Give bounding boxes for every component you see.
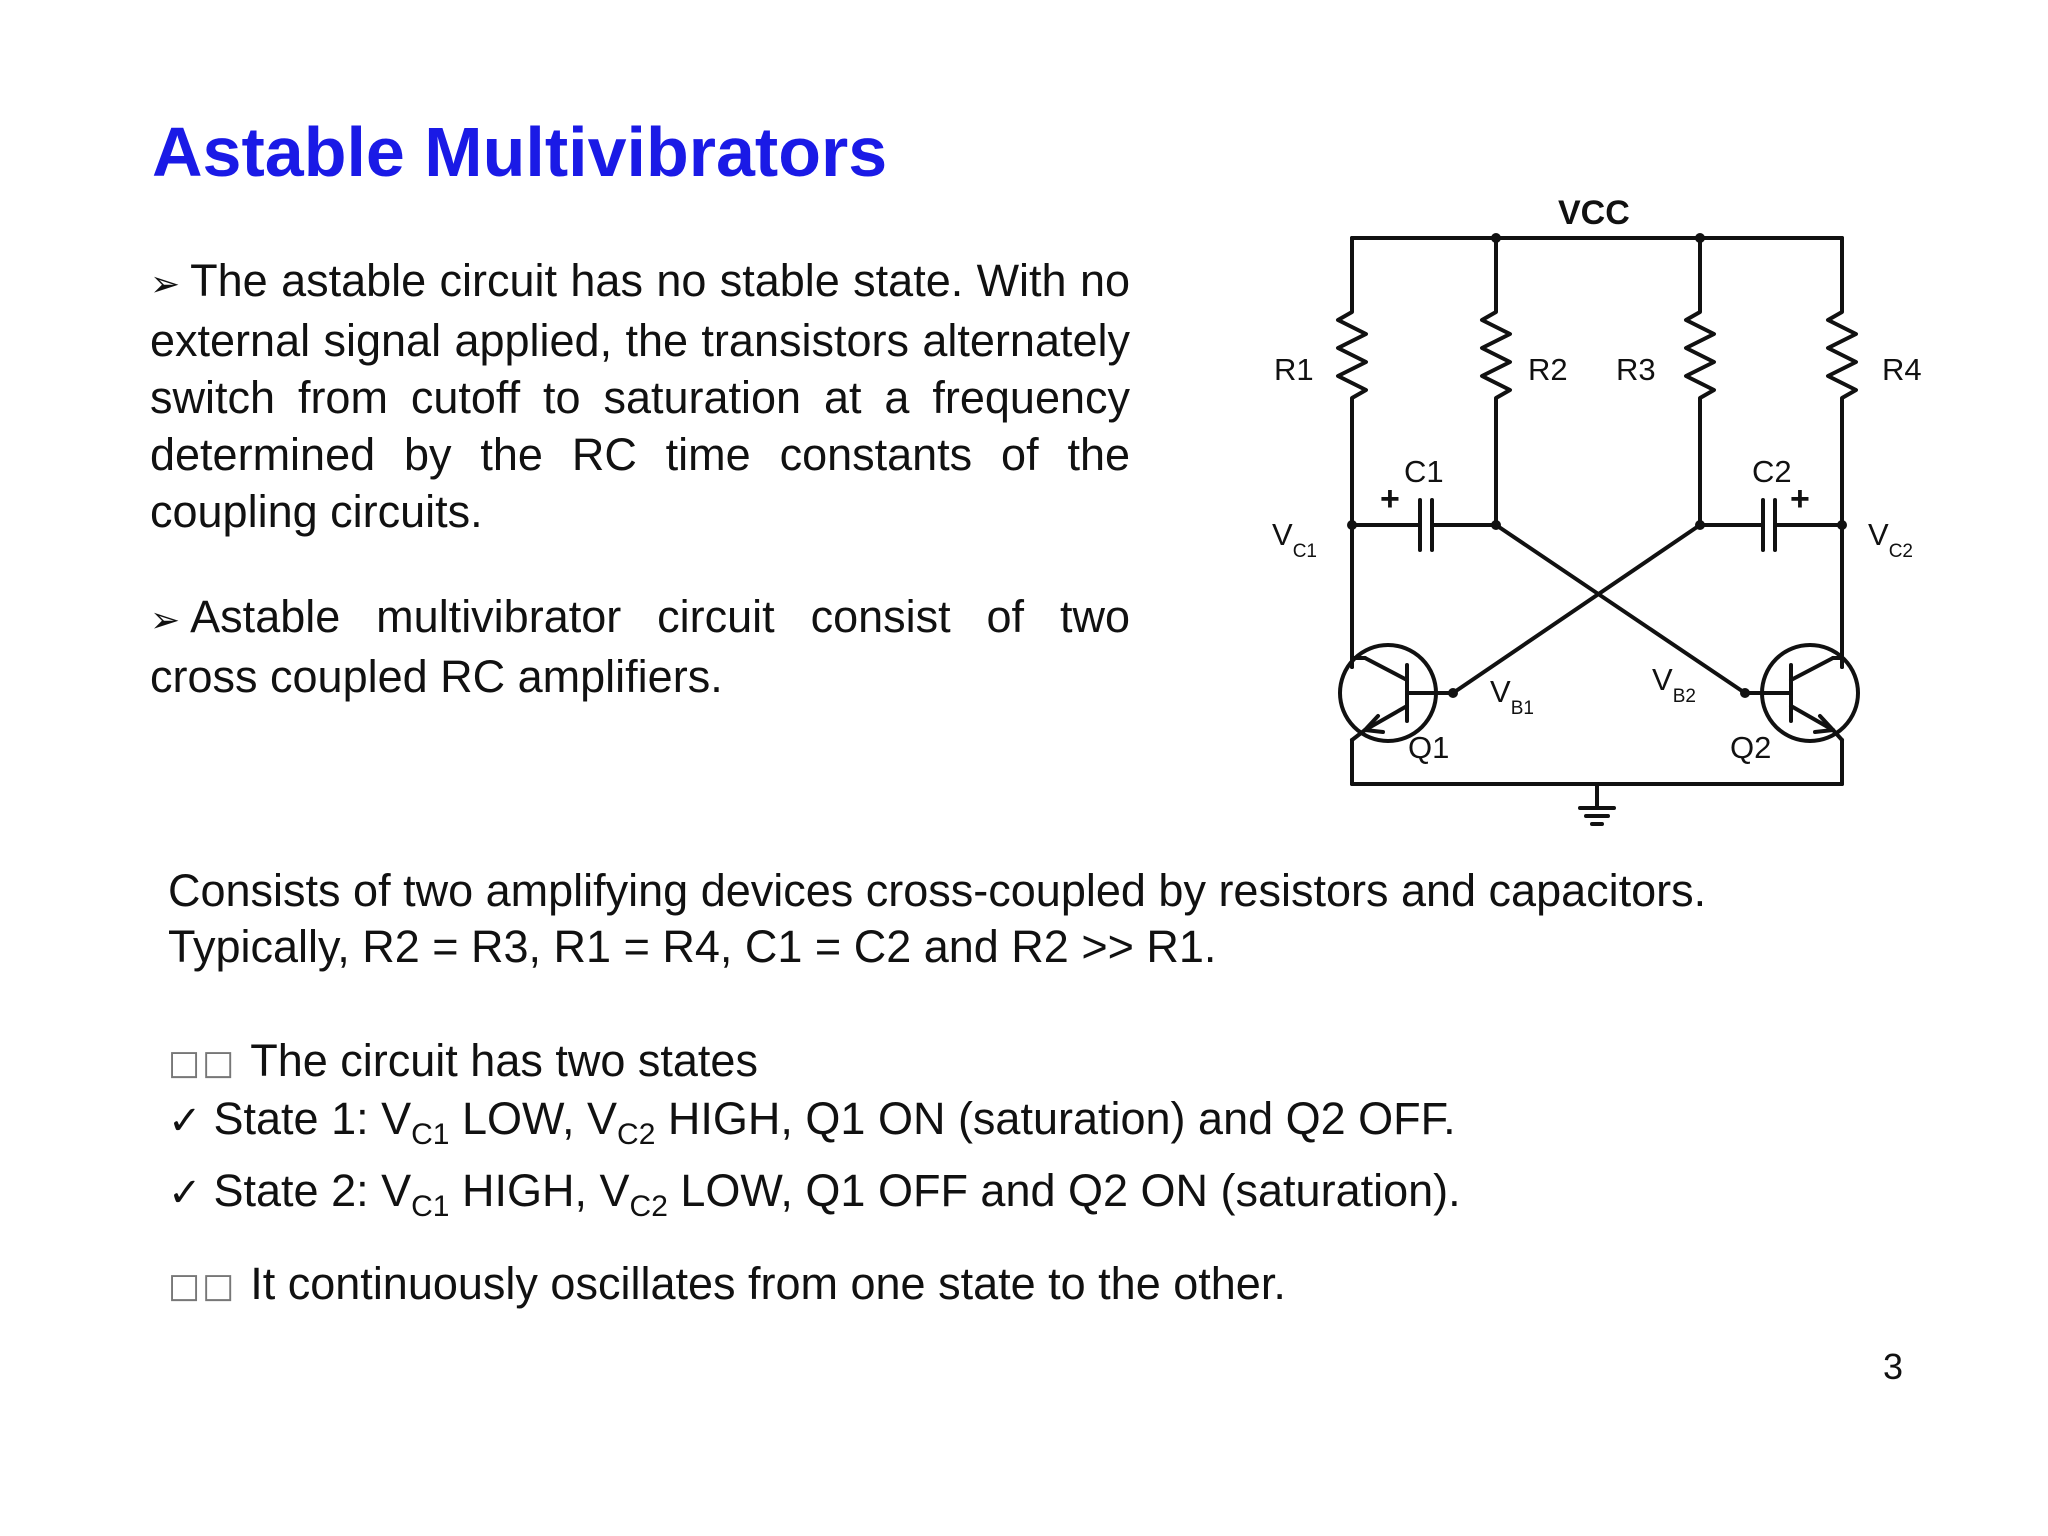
ground-icon	[1580, 784, 1614, 824]
r2-label: R2	[1528, 352, 1568, 387]
q2-label: Q2	[1730, 730, 1772, 765]
description-line-2: Typically, R2 = R3, R1 = R4, C1 = C2 and R2 >> R1.	[168, 921, 1217, 972]
c2-label: C2	[1752, 454, 1792, 489]
description-line-1: Consists of two amplifying devices cross-coupled by resistors and capacitors.	[168, 865, 1707, 916]
c1-plus-sign: +	[1380, 480, 1400, 518]
c2-plus-sign: +	[1790, 480, 1810, 518]
vb2-label: $V_{B2}$	[1652, 662, 1696, 707]
vc1-label: $V_{C1}$	[1272, 517, 1317, 562]
bullet-text: The astable circuit has no stable state. With no external signal applied, the transistors alternately switch from cutoff to saturation at a frequency determined by the RC time constants of the coupling circuits.	[150, 255, 1130, 537]
q1-label: Q1	[1408, 730, 1450, 765]
r1-label: R1	[1274, 352, 1314, 387]
cross-coupling-wire-1	[1496, 525, 1745, 693]
bullet-text: Astable multivibrator circuit consist of two cross coupled RC amplifiers.	[150, 591, 1130, 702]
bullet-astable-no-stable-state	[150, 252, 1130, 540]
checkmark-icon: ✓	[168, 1170, 202, 1216]
resistor-r1	[1338, 238, 1366, 525]
resistor-r2	[1482, 238, 1510, 525]
resistor-r3	[1686, 238, 1714, 525]
r4-label: R4	[1882, 352, 1922, 387]
state-1-item: ✓ State 1: $V_{C1}$ LOW, $V_{C2}$ HIGH, Q1 ON (saturation) and Q2 OFF.	[168, 1093, 1456, 1151]
vc2-label: $V_{C2}$	[1868, 517, 1913, 562]
capacitor-c1	[1352, 500, 1496, 550]
resistor-r4	[1828, 238, 1856, 525]
states-intro: □□ The circuit has two states	[168, 1033, 1868, 1091]
vb1-label: $V_{B1}$	[1490, 674, 1534, 719]
slide-title: Astable Multivibrators	[152, 113, 888, 191]
bullet-cross-coupled	[150, 588, 1130, 705]
r3-label: R3	[1616, 352, 1656, 387]
capacitor-c2	[1700, 500, 1842, 550]
oscillation-note: □□ It continuously oscillates from one state to the other.	[168, 1256, 1868, 1314]
arrow-bullet-icon: ➢	[150, 263, 181, 304]
vcc-label: VCC	[1558, 194, 1630, 232]
placeholder-box-icon: □□	[168, 1266, 237, 1306]
arrow-bullet-icon: ➢	[150, 599, 181, 640]
checkmark-icon: ✓	[168, 1098, 202, 1144]
c1-label: C1	[1404, 454, 1444, 489]
description-paragraph	[168, 863, 1868, 975]
states-list	[168, 1033, 1868, 1235]
state-2-item: ✓ State 2: $V_{C1}$ HIGH, $V_{C2}$ LOW, Q1 OFF and Q2 ON (saturation).	[168, 1165, 1461, 1223]
placeholder-box-icon: □□	[168, 1043, 237, 1083]
page-number: 3	[1883, 1346, 1904, 1387]
astable-multivibrator-circuit-diagram	[1250, 180, 1922, 850]
